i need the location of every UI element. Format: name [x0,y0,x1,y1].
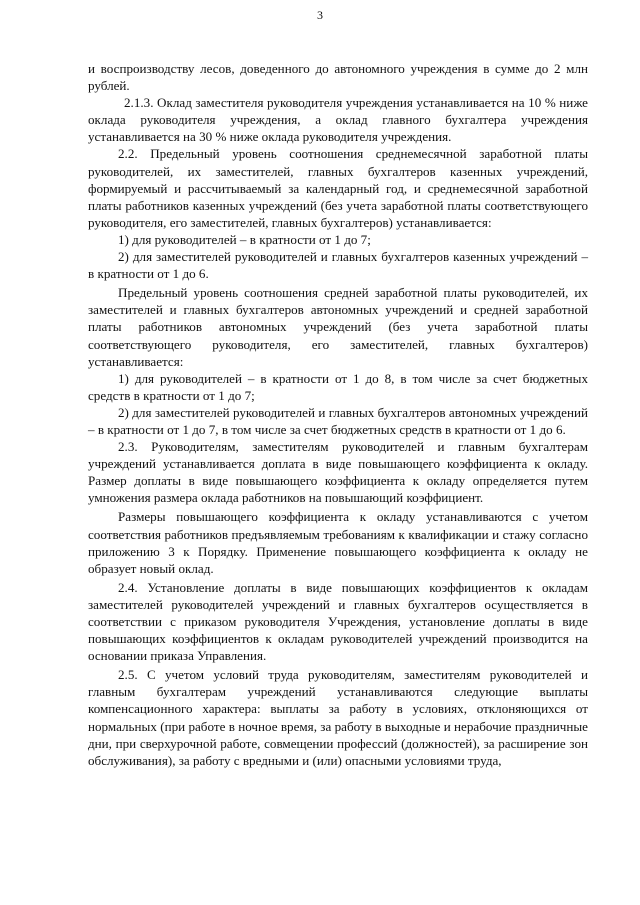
paragraph: 2.4. Установление доплаты в виде повышающих коэффициентов к окладам заместителей руководителей учреждений и главных бухгалтеров осуществляется в соответствии с приказом руководителя Учреждения, установление доплаты в виде повышающих коэффициентов к окладам руководителей учреждений производится на основании приказа Управления. [88,579,588,664]
paragraph: Предельный уровень соотношения средней заработной платы руководителей, их заместителей и главных бухгалтеров автономных учреждений и средней заработной платы работников автономных учреждений (без учета заработной платы соответствующего руководителя, его заместителей, главных бухгалтеров) устанавливается: [88,285,588,369]
paragraph: Размеры повышающего коэффициента к окладу устанавливаются с учетом соответствия работников предъявляемым требованиям к квалификации и стажу согласно приложению 3 к Порядку. Применение повышающего коэффициента к окладу не образует новый оклад. [88,509,588,576]
list-item: 1) для руководителей – в кратности от 1 до 7; [118,231,371,247]
list-item: 1) для руководителей – в кратности от 1 до 8, в том числе за счет бюджетных средств в кратности от 1 до 7; [88,370,588,403]
paragraph: 2.1.3. Оклад заместителя руководителя учреждения устанавливается на 10 % ниже оклада руководителя учреждения, а оклад главного бухгалтера учреждения устанавливается на 30 % ниже оклада руководителя учреждения. [88,95,588,145]
paragraph: 2.3. Руководителям, заместителям руководителей и главным бухгалтерам учреждений устанавливается доплата в виде повышающего коэффициента к окладу. Размер доплаты в виде повышающего коэффициента к окладу определяется путем умножения размера оклада работников на повышающий коэффициент. [88,439,588,506]
list-item: 2) для заместителей руководителей и главных бухгалтеров автономных учреждений – в кратности от 1 до 7, в том числе за счет бюджетных средств в кратности от 1 до 6. [88,404,588,437]
paragraph: 2.5. С учетом условий труда руководителям, заместителям руководителей и главным бухгалтерам учреждений устанавливаются следующие выплаты компенсационного характера: выплаты за работу в условиях, отклоняющихся от нормальных (при работе в ночное время, за работу в выходные и нерабочие праздничные дни, при сверхурочной работе, совмещении профессий (должностей), за расширение зон обслуживания), за работу с вредными и (или) опасными условиями труда, [88,667,588,768]
document-body [88,60,588,769]
paragraph: и воспроизводству лесов, доведенного до автономного учреждения в сумме до 2 млн рублей. [88,61,588,94]
page-number: 3 [317,8,323,22]
paragraph: 2.2. Предельный уровень соотношения среднемесячной заработной платы руководителей, их заместителей, главных бухгалтеров казенных учреждений, формируемый и рассчитываемый за календарный год, и среднемесячной заработной платы работников казенных учреждений (без учета заработной платы соответствующего руководителя, его заместителей, главных бухгалтеров) устанавливается: [88,146,588,230]
list-item: 2) для заместителей руководителей и главных бухгалтеров казенных учреждений – в кратности от 1 до 6. [88,249,588,282]
